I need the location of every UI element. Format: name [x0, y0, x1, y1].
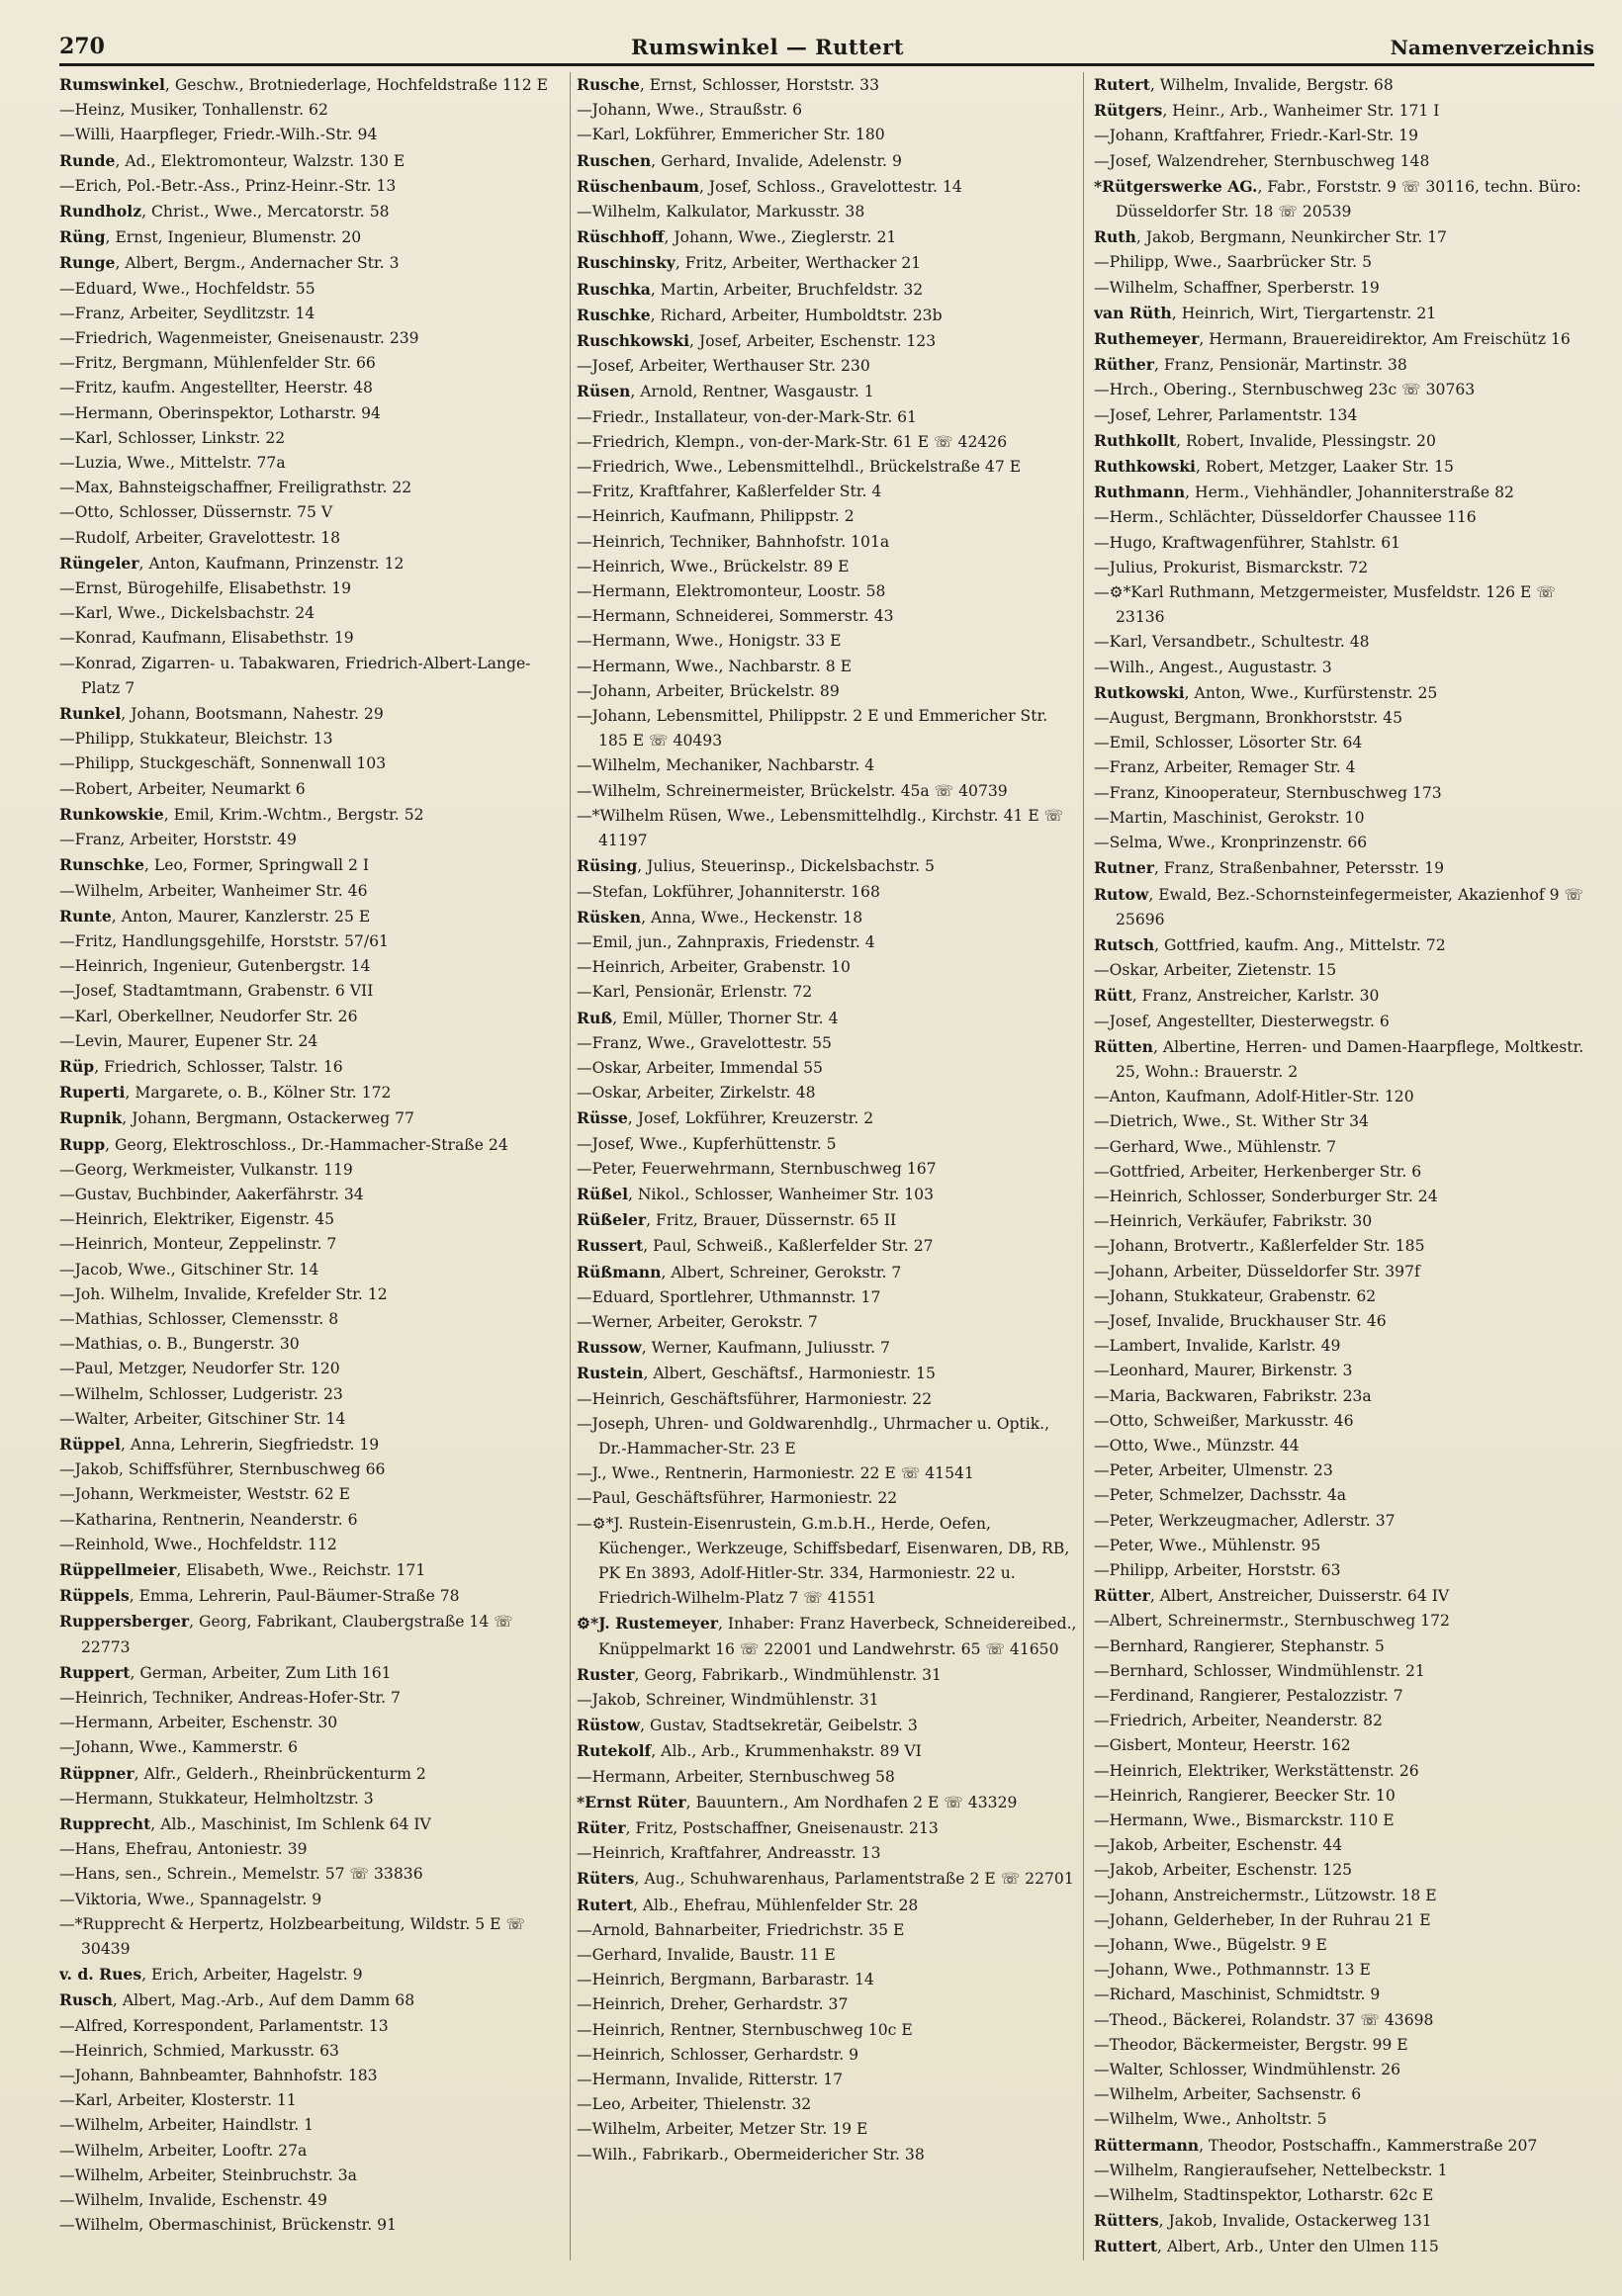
directory-entry: —Eduard, Sportlehrer, Uthmannstr. 17 [577, 1287, 881, 1306]
directory-entry: Ruppert, German, Arbeiter, Zum Lith 161 [59, 1662, 392, 1682]
directory-entry: —*Wilhelm Rüsen, Wwe., Lebensmittelhdlg., Kirchstr. 41 E ☏ 41197 [577, 806, 1064, 850]
directory-entry: —Heinrich, Schlosser, Sonderburger Str. 24 [1094, 1187, 1438, 1205]
directory-entry: —Hrch., Obering., Sternbuschweg 23c ☏ 30763 [1094, 381, 1476, 399]
directory-entry: Rutert, Wilhelm, Invalide, Bergstr. 68 [1094, 75, 1394, 94]
directory-entry: Rutkowski, Anton, Wwe., Kurfürstenstr. 25 [1094, 682, 1438, 702]
directory-entry: —Wilh., Angest., Augustastr. 3 [1094, 658, 1332, 676]
directory-entry: —Martin, Maschinist, Gerokstr. 10 [1094, 808, 1365, 827]
directory-entry: Rüppels, Emma, Lehrerin, Paul-Bäumer-Straße 78 [59, 1586, 460, 1606]
directory-entry: —Heinrich, Schmied, Markusstr. 63 [59, 2041, 339, 2060]
directory-entry: —Johann, Bahnbeamter, Bahnhofstr. 183 [59, 2067, 378, 2085]
directory-entry: —Hermann, Schneiderei, Sommerstr. 43 [577, 607, 894, 626]
directory-entry: —Konrad, Zigarren- u. Tabakwaren, Friedrich-Albert-Lange-Platz 7 [59, 654, 531, 697]
directory-entry: —Fritz, kaufm. Angestellter, Heerstr. 48 [59, 379, 373, 397]
directory-entry: —Josef, Arbeiter, Werthauser Str. 230 [577, 357, 870, 376]
directory-entry: Runschke, Leo, Former, Springwall 2 I [59, 855, 370, 875]
directory-entry: —Franz, Arbeiter, Seydlitzstr. 14 [59, 304, 315, 322]
directory-entry: —Johann, Gelderheber, In der Ruhrau 21 E [1094, 1910, 1431, 1929]
directory-entry: —Wilhelm, Kalkulator, Markusstr. 38 [577, 203, 865, 221]
directory-entry: Russow, Werner, Kaufmann, Juliusstr. 7 [577, 1338, 890, 1358]
directory-entry: —Herm., Schlächter, Düsseldorfer Chaussee 116 [1094, 508, 1477, 527]
directory-entry: *Ernst Rüter, Bauuntern., Am Nordhafen 2 E ☏ 43329 [577, 1792, 1018, 1811]
directory-entry: ⚙*J. Rustemeyer, Inhaber: Franz Haverbeck, Schneidereibed., Knüppelmarkt 16 ☏ 22001 und Landwehrstr. 65 ☏ 41650 [577, 1614, 1077, 1658]
directory-entry: —Jacob, Wwe., Gitschiner Str. 14 [59, 1260, 319, 1279]
directory-entry: —Mathias, Schlosser, Clemensstr. 8 [59, 1309, 339, 1328]
directory-entry: Rüsen, Arnold, Rentner, Wasgaustr. 1 [577, 382, 874, 401]
directory-entry: —Friedrich, Wagenmeister, Gneisenaustr. 239 [59, 329, 419, 348]
directory-entry: —Josef, Invalide, Bruckhauser Str. 46 [1094, 1311, 1387, 1330]
directory-entry: —Franz, Kinooperateur, Sternbuschweg 173 [1094, 783, 1442, 802]
directory-entry: Rüther, Franz, Pensionär, Martinstr. 38 [1094, 355, 1407, 375]
directory-entry: —⚙*Karl Ruthmann, Metzgermeister, Musfeldstr. 126 E ☏ 23136 [1094, 583, 1556, 627]
directory-entry: —Hermann, Stukkateur, Helmholtzstr. 3 [59, 1789, 374, 1808]
directory-entry: Runkel, Johann, Bootsmann, Nahestr. 29 [59, 704, 384, 724]
directory-entry: —Karl, Schlosser, Linkstr. 22 [59, 428, 286, 447]
directory-entry: —Jakob, Schiffsführer, Sternbuschweg 66 [59, 1460, 386, 1479]
directory-entry: Ruster, Georg, Fabrikarb., Windmühlenstr. 31 [577, 1664, 942, 1684]
directory-entry: Rüsken, Anna, Wwe., Heckenstr. 18 [577, 907, 863, 927]
directory-entry: —Walter, Arbeiter, Gitschiner Str. 14 [59, 1409, 346, 1428]
directory-entry: —Karl, Pensionär, Erlenstr. 72 [577, 983, 813, 1002]
directory-entry: —Julius, Prokurist, Bismarckstr. 72 [1094, 558, 1369, 576]
directory-entry: Runkowskie, Emil, Krim.-Wchtm., Bergstr. 52 [59, 804, 424, 824]
directory-entry: Rupp, Georg, Elektroschloss., Dr.-Hammacher-Straße 24 [59, 1134, 508, 1154]
directory-entry: —Lambert, Invalide, Karlstr. 49 [1094, 1337, 1341, 1356]
directory-entry: —Gustav, Buchbinder, Aakerfährstr. 34 [59, 1185, 364, 1203]
directory-entry: —Ferdinand, Rangierer, Pestalozzistr. 7 [1094, 1687, 1403, 1705]
directory-entry: Rundholz, Christ., Wwe., Mercatorstr. 58 [59, 202, 390, 221]
directory-entry: —Wilhelm, Mechaniker, Nachbarstr. 4 [577, 756, 875, 775]
directory-entry: —Wilhelm, Arbeiter, Haindlstr. 1 [59, 2116, 315, 2135]
column-1 [59, 72, 560, 2260]
directory-entry: Rüng, Ernst, Ingenieur, Blumenstr. 20 [59, 227, 362, 247]
directory-entry: —Wilhelm, Arbeiter, Sachsenstr. 6 [1094, 2085, 1362, 2104]
directory-entry: —Heinrich, Elektriker, Eigenstr. 45 [59, 1210, 335, 1229]
directory-entry: —Peter, Werkzeugmacher, Adlerstr. 37 [1094, 1511, 1396, 1530]
directory-entry: —Heinrich, Schlosser, Gerhardstr. 9 [577, 2045, 859, 2064]
directory-entry: —Heinrich, Kraftfahrer, Andreasstr. 13 [577, 1844, 881, 1863]
directory-entry: —Otto, Schlosser, Düssernstr. 75 V [59, 503, 333, 522]
directory-entry: —Hermann, Invalide, Ritterstr. 17 [577, 2071, 844, 2089]
directory-entry: —Johann, Wwe., Straußstr. 6 [577, 101, 803, 120]
directory-entry: —Erich, Pol.-Betr.-Ass., Prinz-Heinr.-Str. 13 [59, 176, 397, 195]
directory-entry: —Johann, Werkmeister, Weststr. 62 E [59, 1485, 350, 1504]
directory-entry: Rütters, Jakob, Invalide, Ostackerweg 131 [1094, 2211, 1432, 2231]
directory-entry: —Hermann, Arbeiter, Eschenstr. 30 [59, 1714, 338, 1732]
directory-entry: —Jakob, Arbeiter, Eschenstr. 125 [1094, 1861, 1353, 1880]
directory-entry: —Wilhelm, Schlosser, Ludgeristr. 23 [59, 1384, 343, 1403]
directory-entry: —Heinrich, Elektriker, Werkstättenstr. 26 [1094, 1761, 1419, 1780]
directory-entry: Rüsse, Josef, Lokführer, Kreuzerstr. 2 [577, 1108, 874, 1128]
directory-entry: —Stefan, Lokführer, Johanniterstr. 168 [577, 882, 880, 901]
directory-entry: —Hermann, Elektromonteur, Loostr. 58 [577, 582, 886, 601]
directory-entry: Ruschka, Martin, Arbeiter, Bruchfeldstr. 32 [577, 279, 924, 299]
page-title: Rumswinkel — Ruttert [631, 35, 904, 59]
directory-entry: —Philipp, Stuckgeschäft, Sonnenwall 103 [59, 754, 387, 773]
directory-entry: —Josef, Wwe., Kupferhüttenstr. 5 [577, 1134, 837, 1153]
directory-entry: —Oskar, Arbeiter, Zietenstr. 15 [1094, 961, 1337, 980]
directory-entry: —Heinrich, Geschäftsführer, Harmoniestr. 22 [577, 1389, 933, 1408]
directory-entry: Ruschke, Richard, Arbeiter, Humboldtstr. 23b [577, 305, 943, 324]
directory-entry: —Friedrich, Wwe., Lebensmittelhdl., Brückelstraße 47 E [577, 458, 1022, 477]
section-title: Namenverzeichnis [1390, 36, 1594, 59]
directory-entry: —Selma, Wwe., Kronprinzenstr. 66 [1094, 834, 1368, 852]
directory-entry: —Hermann, Arbeiter, Sternbuschweg 58 [577, 1767, 895, 1786]
directory-entry: Rusche, Ernst, Schlosser, Horststr. 33 [577, 75, 880, 94]
directory-entry: —Wilhelm, Invalide, Eschenstr. 49 [59, 2191, 327, 2210]
directory-entry: Rüßmann, Albert, Schreiner, Gerokstr. 7 [577, 1262, 902, 1281]
directory-entry: —Fritz, Kraftfahrer, Kaßlerfelder Str. 4 [577, 483, 882, 501]
directory-entry: Rusch, Albert, Mag.-Arb., Auf dem Damm 68 [59, 1990, 415, 2010]
directory-entry: —Wilhelm, Arbeiter, Metzer Str. 19 E [577, 2120, 868, 2139]
directory-entry: Rutner, Franz, Straßenbahner, Petersstr. 19 [1094, 858, 1445, 878]
directory-entry: Rupprecht, Alb., Maschinist, Im Schlenk 64 IV [59, 1814, 431, 1834]
directory-entry: —Levin, Maurer, Eupener Str. 24 [59, 1031, 318, 1050]
directory-entry: —Theod., Bäckerei, Rolandstr. 37 ☏ 43698 [1094, 2010, 1434, 2029]
directory-entry: Runge, Albert, Bergm., Andernacher Str. 3 [59, 253, 400, 273]
directory-entry: —Ernst, Bürogehilfe, Elisabethstr. 19 [59, 579, 352, 598]
directory-entry: —Peter, Feuerwehrmann, Sternbuschweg 167 [577, 1159, 937, 1178]
directory-entry: —Karl, Oberkellner, Neudorfer Str. 26 [59, 1007, 358, 1025]
directory-entry: Rutow, Ewald, Bez.-Schornsteinfegermeister, Akazienhof 9 ☏ 25696 [1094, 884, 1583, 928]
directory-entry: Ruthkowski, Robert, Metzger, Laaker Str. 15 [1094, 457, 1454, 477]
directory-entry: —Wilhelm, Obermaschinist, Brückenstr. 91 [59, 2216, 397, 2235]
directory-entry: —Johann, Arbeiter, Brückelstr. 89 [577, 681, 840, 700]
directory-entry: —Anton, Kaufmann, Adolf-Hitler-Str. 120 [1094, 1088, 1414, 1106]
page-header [59, 34, 1594, 66]
directory-entry: —Emil, Schlosser, Lösorter Str. 64 [1094, 734, 1363, 752]
directory-entry: —Viktoria, Wwe., Spannagelstr. 9 [59, 1890, 322, 1908]
directory-entry: —Heinrich, Arbeiter, Grabenstr. 10 [577, 958, 851, 977]
directory-entry: —Heinrich, Ingenieur, Gutenbergstr. 14 [59, 957, 371, 976]
directory-entry: Rüppel, Anna, Lehrerin, Siegfriedstr. 19 [59, 1434, 380, 1454]
directory-entry: —Hugo, Kraftwagenführer, Stahlstr. 61 [1094, 533, 1401, 552]
directory-entry: —Friedr., Installateur, von-der-Mark-Str. 61 [577, 407, 917, 426]
directory-entry: —Konrad, Kaufmann, Elisabethstr. 19 [59, 629, 354, 648]
directory-entry: Ruß, Emil, Müller, Thorner Str. 4 [577, 1008, 839, 1027]
directory-entry: —Willi, Haarpfleger, Friedr.-Wilh.-Str. 94 [59, 126, 378, 144]
directory-entry: van Rüth, Heinrich, Wirt, Tiergartenstr. 21 [1094, 303, 1437, 322]
directory-entry: —Heinrich, Monteur, Zeppelinstr. 7 [59, 1235, 337, 1254]
directory-entry: —Joseph, Uhren- und Goldwarenhdlg., Uhrmacher u. Optik., Dr.-Hammacher-Str. 23 E [577, 1414, 1050, 1457]
directory-entry: —Robert, Arbeiter, Neumarkt 6 [59, 779, 306, 798]
directory-entry: Rutsch, Gottfried, kaufm. Ang., Mittelstr. 72 [1094, 934, 1446, 954]
directory-entry: —Bernhard, Schlosser, Windmühlenstr. 21 [1094, 1661, 1425, 1680]
directory-entry: —Wilhelm, Arbeiter, Steinbruchstr. 3a [59, 2165, 357, 2184]
directory-entry: Rüschenbaum, Josef, Schloss., Gravelottestr. 14 [577, 176, 962, 196]
directory-entry: Rutert, Alb., Ehefrau, Mühlenfelder Str. 28 [577, 1895, 919, 1914]
directory-entry: —Karl, Lokführer, Emmericher Str. 180 [577, 126, 885, 144]
directory-entry: Ruschkowski, Josef, Arbeiter, Eschenstr. 123 [577, 331, 937, 351]
directory-entry: —Arnold, Bahnarbeiter, Friedrichstr. 35 E [577, 1920, 905, 1939]
directory-entry: v. d. Rues, Erich, Arbeiter, Hagelstr. 9 [59, 1965, 363, 1985]
page-number: 270 [59, 34, 105, 59]
directory-entry: —Wilhelm, Rangieraufseher, Nettelbeckstr. 1 [1094, 2161, 1448, 2179]
directory-entry: —Heinz, Musiker, Tonhallenstr. 62 [59, 101, 328, 120]
directory-entry: Ruttert, Albert, Arb., Unter den Ulmen 115 [1094, 2237, 1439, 2256]
directory-entry: —Leonhard, Maurer, Birkenstr. 3 [1094, 1362, 1353, 1380]
directory-entry: Ruthemeyer, Hermann, Brauereidirektor, Am Freischütz 16 [1094, 329, 1571, 349]
directory-entry: —Karl, Arbeiter, Klosterstr. 11 [59, 2091, 297, 2110]
directory-entry: —Paul, Geschäftsführer, Harmoniestr. 22 [577, 1489, 898, 1508]
directory-entry: —Johann, Wwe., Pothmannstr. 13 E [1094, 1961, 1371, 1980]
directory-entry: —Johann, Brotvertr., Kaßlerfelder Str. 185 [1094, 1237, 1425, 1256]
directory-entry: —Franz, Arbeiter, Remager Str. 4 [1094, 758, 1356, 777]
directory-entry: —Josef, Angestellter, Diesterwegstr. 6 [1094, 1012, 1390, 1030]
directory-entry: Ruthkollt, Robert, Invalide, Plessingstr. 20 [1094, 430, 1436, 450]
directory-entry: —Werner, Arbeiter, Gerokstr. 7 [577, 1312, 818, 1331]
directory-entry: —Heinrich, Verkäufer, Fabrikstr. 30 [1094, 1212, 1373, 1231]
directory-entry: —Heinrich, Techniker, Bahnhofstr. 101a [577, 532, 890, 551]
directory-entry: —*Rupprecht & Herpertz, Holzbearbeitung, Wildstr. 5 E ☏ 30439 [59, 1914, 525, 1959]
directory-entry: Rüßel, Nikol., Schlosser, Wanheimer Str. 103 [577, 1184, 935, 1203]
directory-entry: —Hermann, Wwe., Honigstr. 33 E [577, 632, 842, 651]
directory-entry: —Peter, Schmelzer, Dachsstr. 4a [1094, 1486, 1347, 1505]
directory-entry: —Mathias, o. B., Bungerstr. 30 [59, 1335, 300, 1354]
directory-entry: —Philipp, Stukkateur, Bleichstr. 13 [59, 730, 333, 749]
directory-entry: —Heinrich, Wwe., Brückelstr. 89 E [577, 557, 850, 575]
directory-entry: Rüter, Fritz, Postschaffner, Gneisenaustr. 213 [577, 1818, 939, 1838]
directory-entry: —Katharina, Rentnerin, Neanderstr. 6 [59, 1510, 358, 1529]
directory-entry: —Wilhelm, Arbeiter, Looftr. 27a [59, 2141, 308, 2160]
directory-entry: —Wilhelm, Stadtinspektor, Lotharstr. 62c E [1094, 2186, 1434, 2205]
directory-entry: —Joh. Wilhelm, Invalide, Krefelder Str. 12 [59, 1284, 388, 1303]
directory-entry: Rütten, Albertine, Herren- und Damen-Haarpflege, Moltkestr. 25, Wohn.: Brauerstr. 2 [1094, 1036, 1584, 1081]
directory-entry: Rüngeler, Anton, Kaufmann, Prinzenstr. 12 [59, 553, 405, 573]
directory-entry: —Gerhard, Wwe., Mühlenstr. 7 [1094, 1137, 1337, 1156]
directory-entry: —Bernhard, Rangierer, Stephanstr. 5 [1094, 1636, 1385, 1655]
directory-entry: —Wilhelm, Schaffner, Sperberstr. 19 [1094, 278, 1380, 297]
directory-entry: —Hans, sen., Schrein., Memelstr. 57 ☏ 33836 [59, 1865, 423, 1884]
directory-entry: Rütter, Albert, Anstreicher, Duisserstr. 64 IV [1094, 1586, 1450, 1606]
directory-entry: Rüsing, Julius, Steuerinsp., Dickelsbachstr. 5 [577, 856, 935, 876]
directory-entry: —Luzia, Wwe., Mittelstr. 77a [59, 454, 286, 473]
directory-entry: Ruthmann, Herm., Viehhändler, Johanniterstraße 82 [1094, 483, 1514, 502]
directory-entry: Rüppellmeier, Elisabeth, Wwe., Reichstr. 171 [59, 1559, 426, 1579]
directory-entry: Rustein, Albert, Geschäftsf., Harmoniestr. 15 [577, 1364, 936, 1383]
directory-entry: —Eduard, Wwe., Hochfeldstr. 55 [59, 279, 315, 298]
directory-entry: —Rudolf, Arbeiter, Gravelottestr. 18 [59, 528, 341, 547]
directory-entry: Rüters, Aug., Schuhwarenhaus, Parlamentstraße 2 E ☏ 22701 [577, 1869, 1074, 1889]
directory-entry: *Rütgerswerke AG., Fabr., Forststr. 9 ☏ 30116, techn. Büro: Düsseldorfer Str. 18 ☏ 20539 [1094, 176, 1581, 221]
directory-entry: Ruppersberger, Georg, Fabrikant, Claubergstraße 14 ☏ 22773 [59, 1612, 513, 1656]
directory-entry: —Heinrich, Kaufmann, Philippstr. 2 [577, 507, 855, 526]
directory-entry: —Peter, Wwe., Mühlenstr. 95 [1094, 1536, 1321, 1554]
directory-entry: —Oskar, Arbeiter, Immendal 55 [577, 1058, 823, 1077]
directory-entry: Rüp, Friedrich, Schlosser, Talstr. 16 [59, 1056, 343, 1076]
directory-entry: —J., Wwe., Rentnerin, Harmoniestr. 22 E ☏ 41541 [577, 1464, 974, 1483]
directory-entry: —Fritz, Handlungsgehilfe, Horststr. 57/61 [59, 931, 389, 950]
directory-entry: —Dietrich, Wwe., St. Wither Str 34 [1094, 1112, 1369, 1131]
directory-entry: Rüßeler, Fritz, Brauer, Düssernstr. 65 II [577, 1210, 897, 1230]
directory-entry: —Josef, Stadtamtmann, Grabenstr. 6 VII [59, 982, 374, 1001]
directory-entry: —Maria, Backwaren, Fabrikstr. 23a [1094, 1386, 1372, 1405]
directory-entry: —Heinrich, Dreher, Gerhardstr. 37 [577, 1995, 849, 2014]
directory-entry: —Peter, Arbeiter, Ulmenstr. 23 [1094, 1461, 1333, 1480]
directory-entry: Ruth, Jakob, Bergmann, Neunkircher Str. 17 [1094, 227, 1447, 247]
directory-entry: Ruperti, Margarete, o. B., Kölner Str. 172 [59, 1083, 392, 1103]
directory-entry: Runte, Anton, Maurer, Kanzlerstr. 25 E [59, 906, 371, 926]
directory-entry: —Karl, Wwe., Dickelsbachstr. 24 [59, 604, 315, 623]
directory-entry: —Heinrich, Techniker, Andreas-Hofer-Str. 7 [59, 1689, 401, 1707]
directory-entry: —Josef, Lehrer, Parlamentstr. 134 [1094, 405, 1358, 424]
directory-entry: —Albert, Schreinermstr., Sternbuschweg 172 [1094, 1612, 1450, 1631]
directory-entry: —Hermann, Oberinspektor, Lotharstr. 94 [59, 403, 381, 422]
directory-entry: Rumswinkel, Geschw., Brotniederlage, Hochfeldstraße 112 E [59, 75, 549, 94]
directory-entry: —Friedrich, Klempn., von-der-Mark-Str. 61 E ☏ 42426 [577, 432, 1008, 451]
directory-entry: —Wilh., Fabrikarb., Obermeidericher Str. 38 [577, 2145, 925, 2164]
directory-entry: Rütgers, Heinr., Arb., Wanheimer Str. 171 I [1094, 101, 1440, 121]
directory-entry: —Johann, Kraftfahrer, Friedr.-Karl-Str. 19 [1094, 127, 1418, 145]
directory-entry: —Richard, Maschinist, Schmidtstr. 9 [1094, 1986, 1381, 2004]
columns-container [59, 72, 1594, 2260]
directory-entry: —Franz, Wwe., Gravelottestr. 55 [577, 1033, 832, 1052]
directory-entry: —Gerhard, Invalide, Baustr. 11 E [577, 1946, 836, 1965]
directory-entry: —Paul, Metzger, Neudorfer Str. 120 [59, 1360, 340, 1378]
directory-entry: —Max, Bahnsteigschaffner, Freiligrathstr. 22 [59, 479, 412, 497]
directory-entry: —Wilhelm, Schreinermeister, Brückelstr. 45a ☏ 40739 [577, 781, 1008, 800]
directory-entry: —Philipp, Wwe., Saarbrücker Str. 5 [1094, 253, 1372, 272]
directory-entry: —Gisbert, Monteur, Heerstr. 162 [1094, 1736, 1351, 1755]
directory-entry: Rüschhoff, Johann, Wwe., Zieglerstr. 21 [577, 227, 897, 247]
directory-entry: —Johann, Wwe., Bügelstr. 9 E [1094, 1936, 1327, 1955]
directory-entry: —Jakob, Arbeiter, Eschenstr. 44 [1094, 1836, 1343, 1855]
directory-entry: —Franz, Arbeiter, Horststr. 49 [59, 831, 297, 849]
directory-entry: —Oskar, Arbeiter, Zirkelstr. 48 [577, 1084, 816, 1103]
directory-entry: —August, Bergmann, Bronkhorststr. 45 [1094, 709, 1403, 728]
directory-entry: —Alfred, Korrespondent, Parlamentstr. 13 [59, 2016, 389, 2035]
directory-entry: —Leo, Arbeiter, Thielenstr. 32 [577, 2095, 812, 2114]
directory-entry: Rutekolf, Alb., Arb., Krummenhakstr. 89 VI [577, 1741, 922, 1761]
directory-entry: —Johann, Anstreichermstr., Lützowstr. 18 E [1094, 1886, 1437, 1904]
directory-entry: —Hermann, Wwe., Nachbarstr. 8 E [577, 657, 853, 675]
directory-entry: —Reinhold, Wwe., Hochfeldstr. 112 [59, 1535, 337, 1553]
directory-entry: Rupnik, Johann, Bergmann, Ostackerweg 77 [59, 1108, 414, 1128]
directory-entry: —Heinrich, Rentner, Sternbuschweg 10c E [577, 2020, 913, 2039]
directory-entry: —Otto, Wwe., Münzstr. 44 [1094, 1436, 1300, 1455]
directory-entry: —Theodor, Bäckermeister, Bergstr. 99 E [1094, 2035, 1408, 2054]
directory-entry: —Jakob, Schreiner, Windmühlenstr. 31 [577, 1691, 879, 1709]
directory-entry: Rüttermann, Theodor, Postschaffn., Kammerstraße 207 [1094, 2135, 1538, 2155]
directory-entry: Russert, Paul, Schweiß., Kaßlerfelder Str. 27 [577, 1236, 934, 1256]
directory-entry: —Gottfried, Arbeiter, Herkenberger Str. 6 [1094, 1162, 1422, 1181]
directory-entry: —Wilhelm, Wwe., Anholtstr. 5 [1094, 2110, 1327, 2129]
directory-entry: —Johann, Arbeiter, Düsseldorfer Str. 397f [1094, 1262, 1420, 1280]
directory-entry: —Heinrich, Rangierer, Beecker Str. 10 [1094, 1786, 1396, 1805]
directory-entry: —Otto, Schweißer, Markusstr. 46 [1094, 1411, 1354, 1430]
directory-entry: Ruschen, Gerhard, Invalide, Adelenstr. 9 [577, 150, 902, 170]
directory-entry: —Johann, Lebensmittel, Philippstr. 2 E und Emmericher Str. 185 E ☏ 40493 [577, 707, 1048, 751]
directory-entry: —Karl, Versandbetr., Schultestr. 48 [1094, 633, 1370, 652]
directory-entry: Rüppner, Alfr., Gelderh., Rheinbrückenturm 2 [59, 1763, 426, 1783]
directory-entry: —Wilhelm, Arbeiter, Wanheimer Str. 46 [59, 881, 368, 900]
directory-entry: —Emil, jun., Zahnpraxis, Friedenstr. 4 [577, 932, 875, 951]
directory-entry: —Josef, Walzendreher, Sternbuschweg 148 [1094, 151, 1430, 170]
directory-entry: Runde, Ad., Elektromonteur, Walzstr. 130 E [59, 150, 406, 170]
directory-entry: —Johann, Wwe., Kammerstr. 6 [59, 1738, 299, 1757]
directory-entry: —Hans, Ehefrau, Antoniestr. 39 [59, 1840, 308, 1859]
directory-entry: —⚙*J. Rustein-Eisenrustein, G.m.b.H., Herde, Oefen, Küchenger., Werkzeuge, Schiffsbedarf, Eisenwaren, DB, RB, PK En 3893, Adolf-Hitler-Str. 334, Harmoniestr. 22 u. Friedrich-Wilhelm-Platz 7 ☏ 41551 [577, 1514, 1070, 1608]
directory-entry: —Walter, Schlosser, Windmühlenstr. 26 [1094, 2061, 1401, 2079]
directory-entry: —Hermann, Wwe., Bismarckstr. 110 E [1094, 1811, 1395, 1830]
directory-entry: —Fritz, Bergmann, Mühlenfelder Str. 66 [59, 354, 376, 373]
column-3 [1094, 72, 1594, 2260]
directory-entry: —Heinrich, Bergmann, Barbarastr. 14 [577, 1971, 874, 1989]
directory-entry: Rüstow, Gustav, Stadtsekretär, Geibelstr. 3 [577, 1716, 918, 1735]
directory-entry: —Georg, Werkmeister, Vulkanstr. 119 [59, 1160, 353, 1179]
directory-entry: —Philipp, Arbeiter, Horststr. 63 [1094, 1560, 1341, 1579]
directory-entry: —Friedrich, Arbeiter, Neanderstr. 82 [1094, 1712, 1383, 1730]
directory-entry: Rütt, Franz, Anstreicher, Karlstr. 30 [1094, 986, 1380, 1006]
directory-entry: Ruschinsky, Fritz, Arbeiter, Werthacker 21 [577, 253, 922, 273]
column-2 [570, 72, 1084, 2260]
directory-entry: —Johann, Stukkateur, Grabenstr. 62 [1094, 1286, 1377, 1305]
